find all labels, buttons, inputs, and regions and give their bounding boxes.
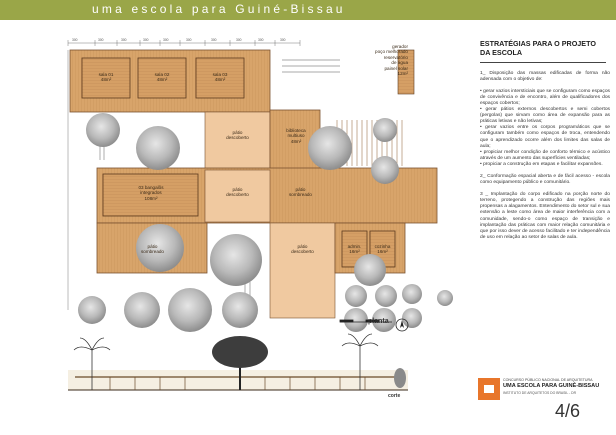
bullet-item: • propiciar a construção em etapas e facilitar expansões. <box>480 161 603 167</box>
room-label: 03 bangalôs integrados 108m² <box>138 185 164 201</box>
section-corte <box>68 334 408 390</box>
dim-label: 300 <box>121 38 127 42</box>
tree <box>345 285 367 307</box>
dim-label: 300 <box>258 38 264 42</box>
contest-title: UMA ESCOLA PARA GUINÉ-BISSAU <box>503 383 600 389</box>
room-label: pátio descoberto <box>226 130 249 141</box>
tree <box>373 118 397 142</box>
room-label: pátio descoberto <box>291 244 314 255</box>
header-title: uma escola para Guiné-Bissau <box>92 2 346 16</box>
tree <box>222 292 258 328</box>
dim-label: 300 <box>186 38 192 42</box>
room-label: pátio descoberto <box>226 187 249 198</box>
divider <box>480 62 606 63</box>
contest-org: INSTITUTO DE ARQUITETOS DO BRASIL - DR <box>503 391 577 395</box>
section-tree-small <box>394 368 406 388</box>
strategy-panel <box>476 40 610 247</box>
tree <box>437 290 453 306</box>
tree <box>375 285 397 307</box>
room-label: admin. 16m² <box>347 244 362 255</box>
legend <box>338 44 408 76</box>
bullet-item: • gerar vazios entre os corpos programáticos que se configuram também como espaços de troca, entendendo que o aprendizado ocorre além dos limites das salas de aula; <box>480 125 610 149</box>
tree <box>354 254 386 286</box>
tree <box>402 308 422 328</box>
room-label: sala 01 48m² <box>98 72 114 83</box>
planta-label: planta <box>368 318 389 325</box>
legend-item: de água <box>391 60 408 66</box>
panel-title-line1: ESTRATÉGIAS PARA O PROJETO <box>480 39 596 48</box>
dim-label: 300 <box>98 38 104 42</box>
panel-title-line2: DA ESCOLA <box>480 47 523 57</box>
legend-item: gerador <box>392 44 408 49</box>
bullet-item: • propiciar melhor condição de conforto térmico e acústico através de um aumento das superfícies ventiladas; <box>480 149 610 161</box>
tree <box>371 156 399 184</box>
room-label: sala 02 48m² <box>154 72 170 83</box>
patio-descoberto-3 <box>270 223 335 318</box>
paragraph-3: 3 _ Implantação do corpo edificado na porção norte do terreno, protegendo a construção das regiões mais propensas a alagamentos. Entendimento do setor sul e sua extensão a leste como área de maior interferência com a comunidade, sendo-o como espaço de transição e implantação das práticas com maior relação comunitária e que por isso dever de acesso facilitado e ter independência de uso em relação ao setor de salas de aula. <box>480 192 610 240</box>
paragraph-1: 1_ Disposição das massas edificadas de forma não adensada com o objetivo de: <box>480 70 610 82</box>
tree <box>78 296 106 324</box>
room-label: biblioteca multiuso 48m² <box>286 128 306 144</box>
dim-label: 300 <box>143 38 149 42</box>
contest-logo-icon <box>478 378 500 400</box>
dim-label: 300 <box>163 38 169 42</box>
panel-title <box>480 40 610 58</box>
legend-item: painel solar <box>384 65 408 71</box>
dim-label: 300 <box>72 38 78 42</box>
dim-label: 300 <box>236 38 242 42</box>
contest-line: CONCURSO PÚBLICO NACIONAL DE ARQUITETURA <box>503 378 593 382</box>
bullet-item: • gerar pátios externos descobertos e semi cobertos (pergolas) que sirvam como área de expansão para as práticas letivas e não letivas; <box>480 107 610 125</box>
paragraph-2: 2_ Conformação espacial aberta e de fácil acesso - escola como equipamento público e comunitário. <box>480 174 610 186</box>
tree <box>402 284 422 304</box>
legend-item: 12m² <box>397 71 408 77</box>
title-block <box>475 376 612 434</box>
page-number: 4/6 <box>555 401 581 421</box>
room-label: sala 03 48m² <box>212 72 228 83</box>
bullet-list <box>480 89 610 168</box>
tree <box>86 113 120 147</box>
tree <box>124 292 160 328</box>
bullet-item: • gerar vazios intersticiais que se configuram como espaços de convivência e de encontro, além de qualificadores dos espaços cobertos; <box>480 88 610 106</box>
dim-label: 300 <box>211 38 217 42</box>
room-label: pátio sombreado <box>141 244 164 255</box>
room-label: pátio sombreado <box>289 187 312 198</box>
dim-label: 300 <box>280 38 286 42</box>
room-label: cozinha 16m² <box>374 244 391 255</box>
corte-label: corte <box>388 393 401 399</box>
tree <box>136 126 180 170</box>
legend-item: poço melhorado <box>375 49 408 55</box>
tree <box>210 234 262 286</box>
tree <box>168 288 212 332</box>
dimension-labels <box>72 38 286 42</box>
header-bar <box>0 0 616 20</box>
legend-item: reservatório <box>383 54 408 60</box>
